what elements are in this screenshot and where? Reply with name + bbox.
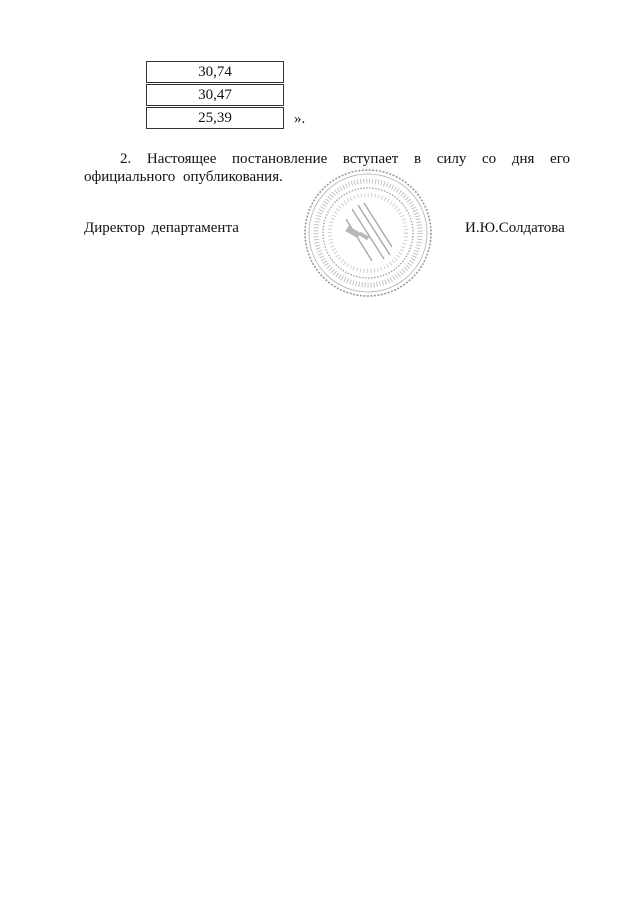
paragraph-line: официального опубликования. [84,169,283,185]
word: вступает [342,151,399,167]
table-row: 30,74 [146,61,284,83]
word: со [482,151,497,167]
word: Настоящее [146,151,217,167]
word: дня [511,151,535,167]
paragraph-line [84,150,570,168]
table-row: 30,47 [146,84,284,106]
word: в [413,151,422,167]
word: силу [436,151,467,167]
signatory-title: Директор департамента [84,220,239,236]
table-row: 25,39 [146,107,284,129]
word: постановление [232,151,328,167]
closing-quote: ». [294,111,306,127]
signatory-name: И.Ю.Солдатова [465,220,565,236]
seal-stamp-icon [302,167,434,299]
word: его [550,151,570,167]
word: 2. [120,151,132,167]
values-table [146,61,284,130]
